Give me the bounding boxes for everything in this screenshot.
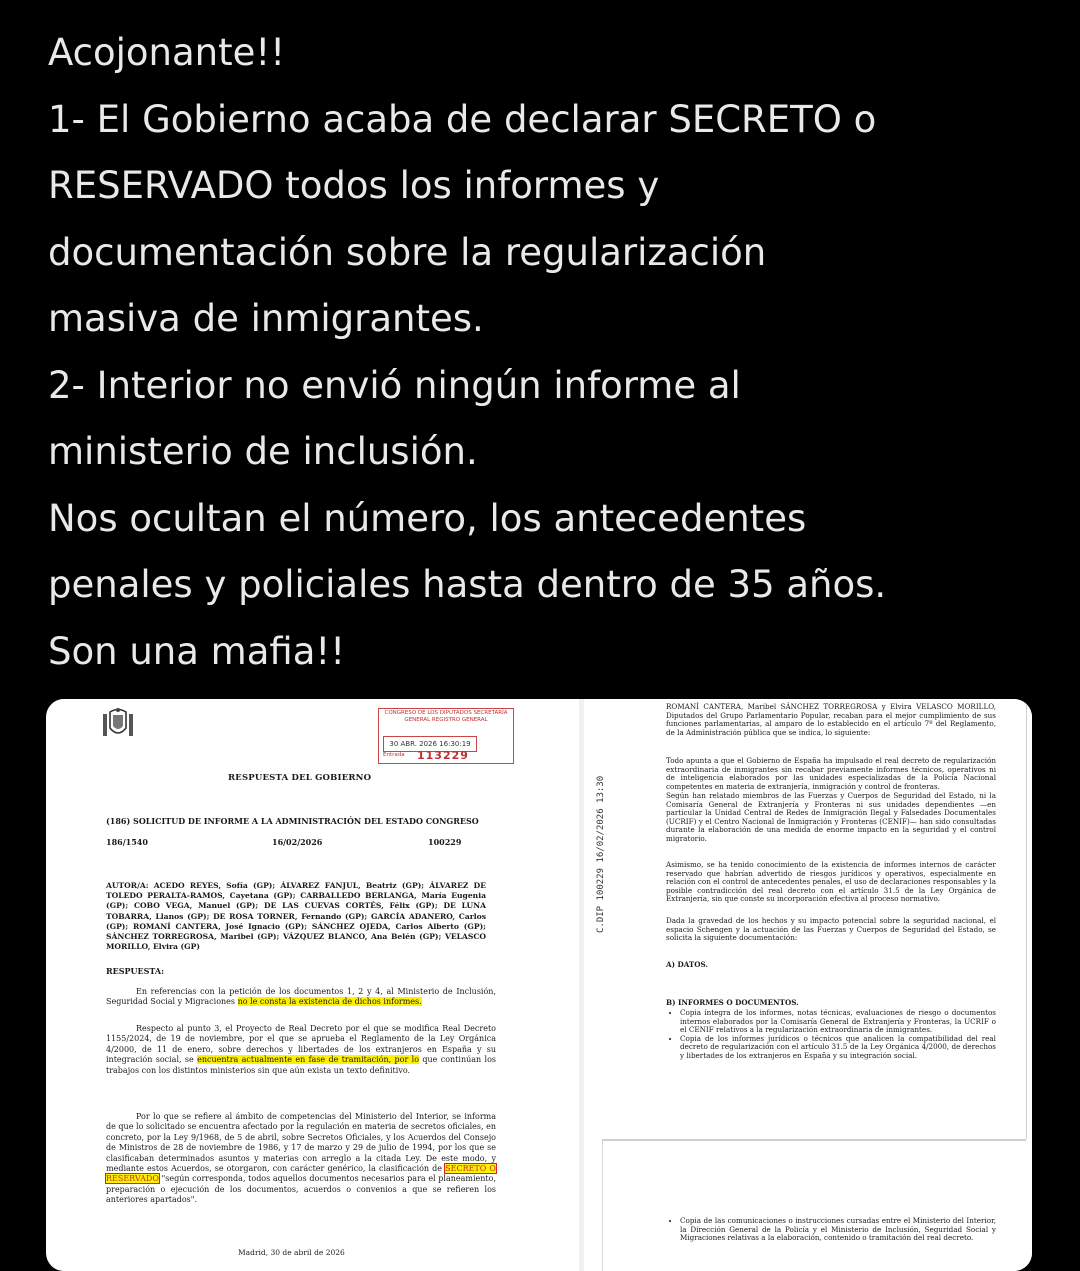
response-paragraph-2 — [106, 1024, 496, 1076]
request-reference: 186/1540 — [106, 837, 148, 847]
signature-date: Madrid, 30 de abril de 2026 — [238, 1248, 345, 1257]
response-paragraph-1 — [106, 987, 496, 1008]
registry-side-code — [596, 707, 618, 937]
coat-of-arms-icon — [100, 706, 136, 742]
list-item: • Copia íntegra de los informes, notas técnicas, evaluaciones de riesgo o documentos internos elaborados por la Comisaría General de Extranjería y Fronteras, la UCRIF o el CENIF relativos a la regularización extraordinaria de inmigrantes. — [680, 1009, 996, 1035]
tweet-line: Acojonante!! — [48, 31, 286, 74]
highlighted-text: no le consta la existencia de dichos informes. — [237, 997, 422, 1007]
government-response-page — [52, 699, 577, 1271]
paragraph-text: "según corresponda, todos aquellos documentos necesarios para el planeamiento, preparación o ejecución de los documentos, acuerdos o convenios a que se refieren los anteriores apartados". — [106, 1174, 496, 1205]
request-body-2: Según han relatado miembros de las Fuerzas y Cuerpos de Seguridad del Estado, ni la Comisaría General de Extranjería y Fronteras ni sus unidades dependientes —en particular la Unidad Central de Redes de Inmigración Ilegal y Falsedades Documentales (UCRIF) y el Centro Nacional de Inmigración y Fronteras (CENIF)— han sido consultadas durante la elaboración de una medida de enorme impacto en la seguridad y el control migratorio. — [666, 791, 996, 843]
side-code-text: C.DIP 100229 16/02/2026 13:30 — [596, 775, 606, 933]
paragraph-text: Por lo que se refiere al ámbito de competencias del Ministerio del Interior, se informa de que lo solicitado se encuentra afectado por la regulación en materia de secretos oficiales, en concreto, por la Ley 9/1968, de 5 de abril, sobre Secretos Oficiales, y los Acuerdos del Consejo de Ministros de 28 de noviembre de 1986, y 17 de marzo y 29 de julio de 1994, por los que se clasificaban determinados asuntos y materias con arreglo a la citada Ley. De este modo, y mediante estos Acuerdos, se otorgaron, con carácter genérico, la clasificación de — [106, 1112, 496, 1174]
section-b-heading: B) INFORMES O DOCUMENTOS. — [666, 998, 799, 1007]
page-2-frame — [602, 1141, 1032, 1271]
stamp-number: 113229 — [417, 749, 469, 762]
response-label: RESPUESTA: — [106, 966, 165, 976]
information-request-page — [586, 699, 1032, 1271]
highlighted-text: encuentra actualmente en fase de tramitación, por lo — [197, 1055, 420, 1065]
document-title: RESPUESTA DEL GOBIERNO — [228, 773, 372, 783]
request-body-4: Dada la gravedad de los hechos y su impacto potencial sobre la seguridad nacional, el espacio Schengen y la actuación de las Fuerzas y Cuerpos de Seguridad del Estado, se solicita la siguiente documentación: — [666, 916, 996, 943]
tweet-line: penales y policiales hasta dentro de 35 años. — [48, 563, 887, 606]
stamp-header: CONGRESO DE LOS DIPUTADOS SECRETARÍA GENERAL REGISTRO GENERAL — [384, 710, 508, 723]
highlighted-secret-text: SECRETO O RESERVADO — [106, 1164, 496, 1184]
list-item: • Copia de las comunicaciones o instrucciones cursadas entre el Ministerio del Interior, la Dirección General de la Policía y el Ministerio de Inclusión, Seguridad Social y Migraciones relativas a la elaboración, contenido o tramitación del real decreto. — [680, 1217, 996, 1243]
request-date: 16/02/2026 — [272, 837, 323, 847]
tweet-line: ministerio de inclusión. — [48, 430, 478, 473]
request-number: 100229 — [428, 837, 462, 847]
section-b-list-continued — [666, 1217, 996, 1243]
tweet-text — [48, 20, 1048, 685]
registry-stamp — [378, 708, 514, 764]
section-b-list — [666, 1009, 996, 1061]
response-paragraph-3 — [106, 1112, 496, 1206]
tweet-line: 2- Interior no envió ningún informe al — [48, 363, 741, 407]
authors-list: AUTOR/A: ACEDO REYES, Sofía (GP); ÁLVAREZ FANJUL, Beatriz (GP); ÁLVAREZ DE TOLEDO PERALTA-RAMOS, Cayetana (GP); CARBALLEDO BERLANGA, María Eugenia (GP); COBO VEGA, Manuel (GP); DE LAS CUEVAS CORTÉS, Félix (GP); DE LUNA TOBARRA, Llanos (GP); DE ROSA TORNER, Fernando (GP); GARCÍA ADANERO, Carlos (GP); ROMANÍ CANTERA, José Ignacio (GP); SÁNCHEZ OJEDA, Carlos Alberto (GP); SÁNCHEZ TORREGROSA, Maribel (GP); VÁZQUEZ BLANCO, Ana Belén (GP); VELASCO MORILLO, Elvira (GP) — [106, 881, 486, 952]
stamp-label: Entrada — [383, 752, 405, 758]
tweet-line: Son una mafia!! — [48, 629, 346, 673]
paragraph-text: que continúan los trabajos con los distintos ministerios sin que aún exista un texto definitivo. — [106, 1055, 496, 1075]
tweet-line: Nos ocultan el número, los antecedentes — [48, 496, 807, 540]
paragraph-text: Respecto al punto 3, el Proyecto de Real Decreto por el que se modifica Real Decreto 1155/2024, de 19 de noviembre, por el que se aprueba el Reglamento de la Ley Orgánica 4/2000, de 11 de enero, sobre derechos y libertades de los extranjeros en España y su integración social, se — [106, 1024, 496, 1065]
stamp-date: 30 ABR. 2026 16:30:19 — [383, 736, 477, 752]
page-divider — [579, 699, 584, 1271]
tweet-line: documentación sobre la regularización — [48, 230, 767, 274]
paragraph-text: En referencias con la petición de los documentos 1, 2 y 4, al Ministerio de Inclusión, Seguridad Social y Migraciones — [106, 987, 496, 1007]
request-intro: ROMANÍ CANTERA, Maribel SÁNCHEZ TORREGROSA y Elvira VELASCO MORILLO, Diputados del Grupo Parlamentario Popular, recaban para el mejor cumplimiento de sus funciones parlamentarias, al amparo de lo establecido en el artículo 7º del Reglamento, de la Administración pública que se indica, lo siguiente: — [666, 702, 996, 737]
request-title: (186) SOLICITUD DE INFORME A LA ADMINISTRACIÓN DEL ESTADO CONGRESO — [106, 816, 479, 826]
page-border — [1026, 699, 1027, 1139]
list-item: • Copia de los informes jurídicos o técnicos que analicen la compatibilidad del real decreto de regularización con el artículo 31.5 de la Ley Orgánica 4/2000, de derechos y libertades de los extranjeros en España y su integración social. — [680, 1035, 996, 1061]
section-a-heading: A) DATOS. — [666, 960, 708, 969]
tweet-line: masiva de inmigrantes. — [48, 297, 484, 340]
tweet-media-image[interactable] — [46, 699, 1032, 1271]
tweet-line: 1- El Gobierno acaba de declarar SECRETO o — [48, 97, 877, 141]
request-body-1: Todo apunta a que el Gobierno de España ha impulsado el real decreto de regularización extraordinaria de inmigrantes sin recabar previamente informes técnicos, operativos ni de inteligencia elaborados por las unidades especializadas de la Policía Nacional competentes en materia de extranjería, inmigración y control de fronteras. — [666, 756, 996, 791]
request-body-3: Asimismo, se ha tenido conocimiento de la existencia de informes internos de carácter reservado que habrían advertido de riesgos jurídicos y operativos, especialmente en relación con el control de antecedentes penales, el uso de declaraciones responsables y la posible contradicción del real decreto con el artículo 31.5 de la Ley Orgánica de Extranjería, sin que conste su incorporación efectiva al proceso normativo. — [666, 860, 996, 904]
tweet-line: RESERVADO todos los informes y — [48, 164, 660, 207]
